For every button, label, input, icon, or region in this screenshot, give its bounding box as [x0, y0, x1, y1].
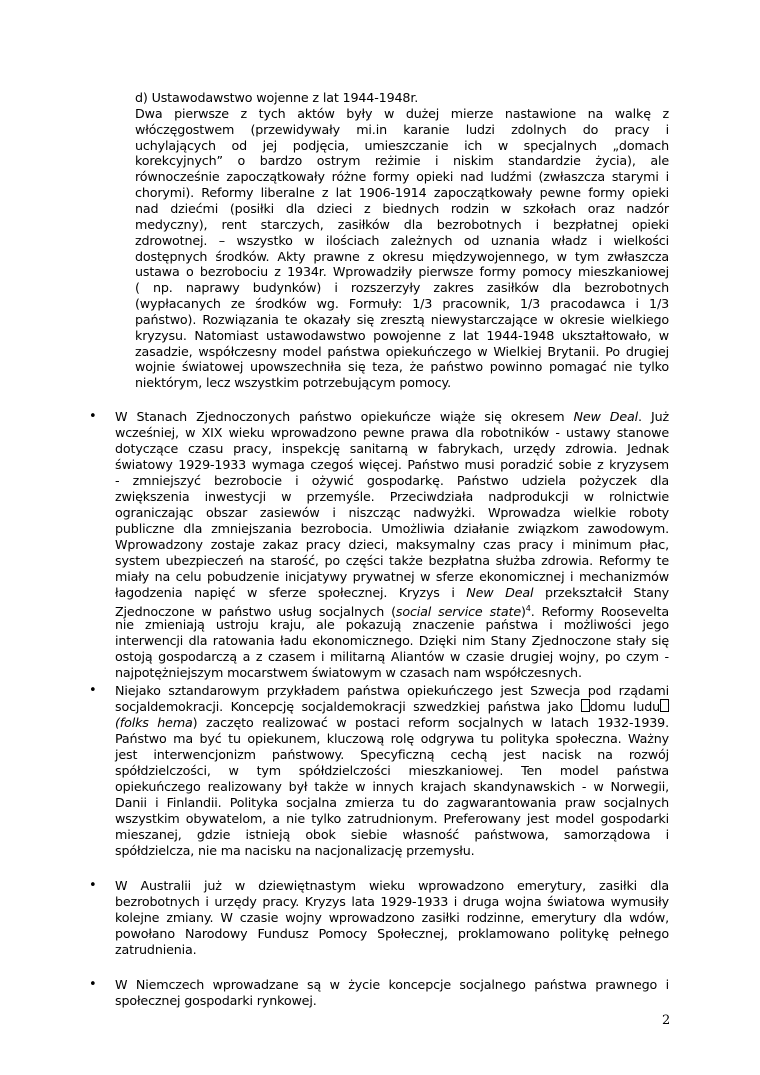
missing-glyph-icon: [581, 699, 590, 712]
text-line: wszystkim obywatelom, a nie tylko zatrudnionym. Preferowany jest model gospodarki: [115, 811, 669, 826]
text-line: W Australii już w dziewiętnastym wieku wprowadzono emerytury, zasiłki dla: [115, 878, 669, 893]
text-line: mieszanej, gdzie istnieją obok siebie własność państwowa, samorządowa i: [115, 827, 669, 842]
text-line: Niejako sztandarowym przykładem państwa opiekuńczego jest Szwecja pod rządami: [115, 683, 669, 698]
text-line: ustawa o bezrobociu z 1934r. Wprowadziły pierwsze formy pomocy mieszkaniowej: [135, 264, 669, 280]
bullet-sweden: •: [89, 683, 97, 698]
bullet-germany: •: [89, 977, 97, 992]
section-heading: d) Ustawodawstwo wojenne z lat 1944-1948r.: [135, 90, 419, 105]
text-line: opiekuńczego realizowany był także w innych krajach skandynawskich - w Norwegii,: [115, 779, 669, 794]
text-line: W Niemczech wprowadzane są w życie koncepcje socjalnego państwa prawnego i: [115, 977, 669, 992]
text-line: najpotężniejszym mocarstwem światowym w czasach nam współczesnych.: [115, 665, 582, 680]
text-line: Wprowadzony zostaje zakaz pracy dzieci, maksymalny czas pracy i minimum płac,: [115, 537, 669, 552]
text-line: interwencji dla ratowania ładu ekonomicznego. Dzięki nim Stany Zjednoczone stały się: [115, 633, 669, 648]
text-line: socjaldemokracji. Koncepcję socjaldemokracji szwedzkiej państwa jako domu ludu: [115, 699, 669, 714]
text-line: medyczny), rent starczych, zasiłków dla bezrobotnych i bezpłatnej opieki: [135, 216, 669, 232]
bullet-usa: •: [89, 409, 97, 424]
text-line: niektórym, lecz wszystkim potrzebującym pomocy.: [135, 375, 451, 391]
text-line: ( np. naprawy budynków) i rozszerzyły zakres zasiłków dla bezrobotnych: [135, 280, 669, 296]
text-line: - zmniejszyć bezrobocie i ożywić gospodarkę. Państwo udziela pożyczek dla: [115, 473, 669, 488]
text-line: jest interwencjonizm państwowy. Specyficzną cechą jest nacisk na rozwój: [115, 747, 669, 762]
text-line: wcześniej, w XIX wieku wprowadzono pewne prawa dla robotników - ustawy stanowe: [115, 425, 669, 440]
text-line: kryzysu. Natomiast ustawodawstwo powojenne z lat 1944-1948 ukształtowało, w: [135, 327, 669, 343]
text-line: dotyczące czasu pracy, inspekcję sanitarną w fabrykach, urzędy zdrowia. Jednak: [115, 441, 669, 456]
text-line: kolejne zmiany. W czasie wojny wprowadzono zasiłki rodzinne, emerytury dla wdów,: [115, 910, 669, 925]
text-line: spółdzielczości, w tym spółdzielczości mieszkaniowej. Ten model państwa: [115, 763, 669, 778]
text-line: włóczęgostwem (przewidywały mi.in karanie ludzi zdolnych do pracy i: [135, 121, 669, 137]
text-line: ostoją gospodarczą a z czasem i militarną Aliantów w czasie drugiej wojny, po czym -: [115, 649, 669, 664]
text-line: państwo). Rozwiązania te okazały się zresztą niewystarczające w okresie wielkiego: [135, 311, 669, 327]
text-line: równocześnie zapoczątkowały różne formy opieki nad ludźmi (zwłaszcza starymi i: [135, 169, 669, 185]
text-line: Dwa pierwsze z tych aktów były w dużej mierze nastawione na walkę z: [135, 105, 669, 121]
text-line: zasadzie, współczesny model państwa opiekuńczego w Wielkiej Brytanii. Po drugiej: [135, 343, 669, 359]
bullet-australia: •: [89, 878, 97, 893]
text-line: miały na celu pobudzenie inicjatywy prywatnej w sferze ekonomicznej i mechanizmów: [115, 569, 669, 584]
text-line: Państwo ma być tu opiekunem, kluczową rolę odgrywa tu polityka społeczna. Ważny: [115, 731, 669, 746]
text-line: wojnie światowej upowszechniła się teza, że państwo powinno pomagać nie tylko: [135, 359, 669, 375]
text-line: system ubezpieczeń na starość, po części także bezpłatna służba zdrowia. Reformy te: [115, 553, 669, 568]
text-line: dostępnych środków. Akty prawne z okresu międzywojennego, w tym zwłaszcza: [135, 248, 669, 264]
text-line: zatrudnienia.: [115, 942, 197, 957]
text-line: publiczne dla zmniejszania bezrobocia. Umożliwia działanie związkom zawodowym.: [115, 521, 669, 536]
text-line: łagodzenia napięć w sferze społecznej. Kryzys i New Deal przekształcił Stany: [115, 585, 669, 600]
text-line: społecznej gospodarki rynkowej.: [115, 993, 317, 1008]
text-line: Danii i Finlandii. Polityka socjalna zmierza tu do zagwarantowania praw socjalnych: [115, 795, 669, 810]
text-line: powołano Narodowy Fundusz Pomocy Społecznej, proklamowano politykę pełnego: [115, 926, 669, 941]
text-line: (folks hema) zaczęto realizować w postaci reform socjalnych w latach 1932-1939.: [115, 715, 669, 730]
missing-glyph-icon: [660, 699, 669, 712]
text-line: nad dziećmi (posiłki dla dzieci z biednych rodzin w szkołach oraz nadzór: [135, 200, 669, 216]
text-line: uchylających od jej podjęcia, umieszczanie ich w specjalnych „domach: [135, 137, 669, 153]
text-line: zwiększenia inwestycji w przemyśle. Przeciwdziała nadprodukcji w rolnictwie: [115, 489, 669, 504]
text-line: ograniczając obszar zasiewów i niszcząc nadwyżki. Wprowadza wielkie roboty: [115, 505, 669, 520]
text-line: Zjednoczone w państwo usług socjalnych (social service state)$^4$. Reformy Roosevelta: [115, 604, 670, 620]
text-line: chorymi). Reformy liberalne z lat 1906-1914 zapoczątkowały pewne formy opieki: [135, 185, 669, 201]
text-line: światowy 1929-1933 wymaga czegoś więcej. Państwo musi poradzić sobie z kryzysem: [115, 457, 669, 472]
text-line: korekcyjnych” o bardzo ostrym reżimie i niskim standardzie życia), ale: [135, 153, 669, 169]
text-line: bezrobotnych i urzędy pracy. Kryzys lata 1929-1933 i druga wojna światowa wymusiły: [115, 894, 669, 909]
text-line: W Stanach Zjednoczonych państwo opiekuńcze wiąże się okresem New Deal. Już: [115, 409, 669, 424]
footnote-ref: 4: [525, 604, 531, 613]
text-line: (wypłacanych ze środków wg. Formuły: 1/3 pracownik, 1/3 pracodawca i 1/3: [135, 296, 669, 312]
text-line: zdrowotnej. – wszystko w ilościach zależnych od uznania władz i wielkości: [135, 232, 669, 248]
text-line: nie zmieniają ustroju kraju, ale pokazują znaczenie państwa i możliwości jego: [115, 617, 669, 632]
page-number: 2: [662, 1013, 671, 1028]
text-line: spółdzielcza, nie ma nacisku na nacjonalizację przemysłu.: [115, 843, 475, 858]
